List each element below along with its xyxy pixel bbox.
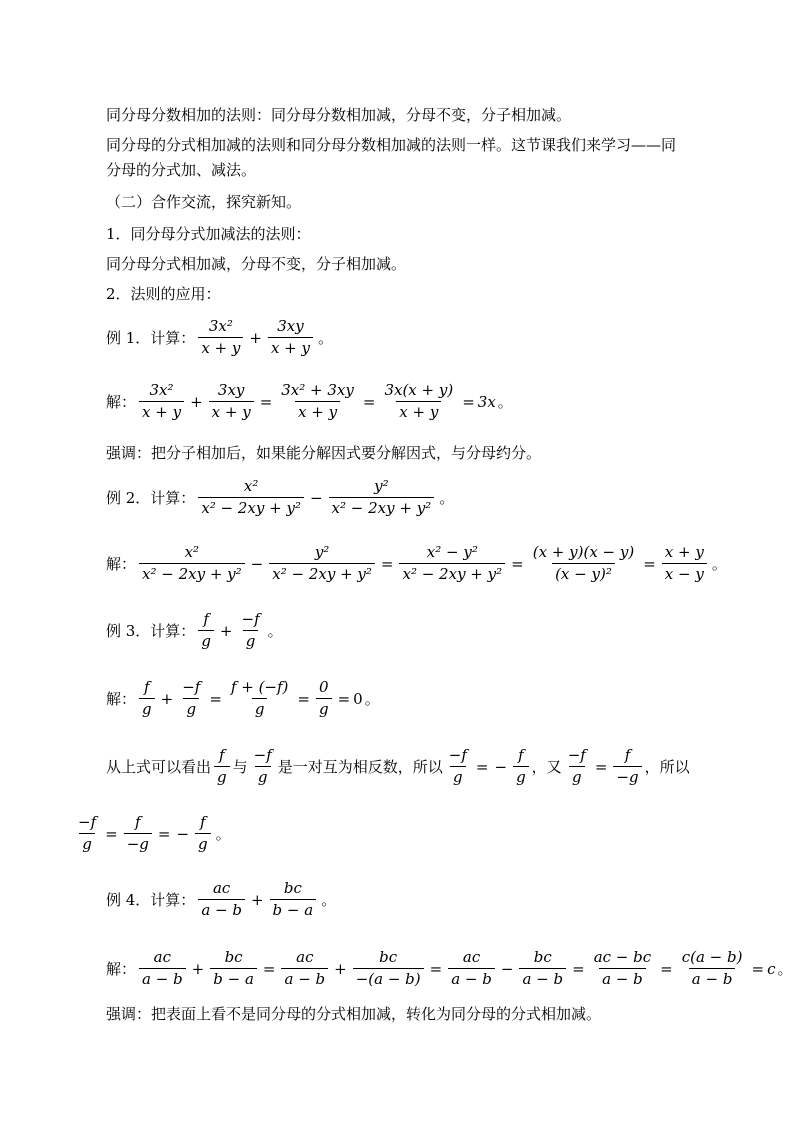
denominator: g <box>255 766 271 787</box>
solution-label: 解： <box>106 689 137 708</box>
result: c <box>767 959 776 978</box>
fraction <box>198 610 214 651</box>
numerator: f <box>219 746 225 764</box>
denominator: g <box>316 698 332 719</box>
example-1-label: 例 1．计算： <box>106 328 196 347</box>
denominator: g <box>139 698 155 719</box>
period: 。 <box>267 621 283 640</box>
numerator: 3x² <box>208 317 233 335</box>
paragraph-rule-fraction: 同分母分数相加的法则：同分母分数相加减，分母不变，分子相加减。 <box>106 106 572 124</box>
fraction <box>316 678 332 719</box>
rule-statement: 同分母分式相加减，分母不变，分子相加减。 <box>106 255 407 273</box>
period: 。 <box>317 328 333 347</box>
result: 0 <box>353 689 363 708</box>
fraction <box>448 948 495 989</box>
fraction <box>198 317 243 358</box>
numerator: −f <box>567 746 586 764</box>
numerator: c(a − b) <box>681 948 743 966</box>
fraction <box>565 746 589 787</box>
equals-sign: = <box>105 824 118 843</box>
minus-sign: − <box>500 959 514 978</box>
numerator: ac <box>462 948 481 966</box>
fraction <box>139 678 155 719</box>
denominator: b − a <box>270 899 317 920</box>
observation-text: 从上式可以看出 <box>106 757 212 776</box>
denominator: (x − y)² <box>552 563 615 584</box>
numerator: bc <box>533 948 552 966</box>
solution-label: 解： <box>106 554 137 573</box>
observation-text: ，所以 <box>644 757 690 776</box>
application-heading: 2．法则的应用： <box>106 285 221 303</box>
period: 。 <box>777 959 793 978</box>
denominator: g <box>252 698 268 719</box>
observation-text: ，又 <box>531 757 562 776</box>
equals-sign: = <box>462 392 475 411</box>
fraction <box>269 543 375 584</box>
denominator: g <box>183 698 199 719</box>
example-1-note: 强调：把分子相加后，如果能分解因式要分解因式，与分母约分。 <box>106 444 542 462</box>
equals-sign: = <box>380 554 394 573</box>
numerator: 3xy <box>217 381 245 399</box>
equals-sign: = <box>157 824 171 843</box>
denominator: g <box>214 766 230 787</box>
numerator: −f <box>253 746 272 764</box>
fraction <box>613 746 641 787</box>
numerator: (x + y)(x − y) <box>532 543 635 561</box>
fraction <box>209 381 254 422</box>
fraction <box>329 477 435 518</box>
denominator: x² − 2xy + y² <box>269 563 375 584</box>
example-4-solution <box>106 948 792 989</box>
numerator: ac <box>153 948 172 966</box>
minus-sign: − <box>309 488 323 507</box>
fraction <box>268 317 313 358</box>
numerator: y² <box>374 477 389 495</box>
numerator: f <box>200 813 206 831</box>
example-3-solution <box>106 678 380 719</box>
section-heading: （二）合作交流，探究新知。 <box>106 193 302 211</box>
denominator: x + y <box>268 337 313 358</box>
fraction <box>139 543 245 584</box>
plus-sign: + <box>250 890 264 909</box>
fraction <box>591 948 654 989</box>
numerator: x² <box>184 543 200 561</box>
period: 。 <box>711 554 727 573</box>
numerator: ac <box>212 879 231 897</box>
fraction <box>251 746 275 787</box>
period: 。 <box>497 392 513 411</box>
numerator: 3x² + 3xy <box>281 381 354 399</box>
observation-text: 是一对互为相反数，所以 <box>277 757 443 776</box>
denominator: g <box>79 833 95 854</box>
denominator: g <box>450 766 466 787</box>
equals-sign: = <box>475 757 489 776</box>
period: 。 <box>439 488 455 507</box>
equals-sign: = <box>660 959 673 978</box>
plus-sign: + <box>160 689 174 708</box>
period: 。 <box>215 824 231 843</box>
equals-sign: = <box>362 392 376 411</box>
denominator: x + y <box>139 401 184 422</box>
numerator: bc <box>283 879 302 897</box>
plus-sign: + <box>191 959 205 978</box>
denominator: −g <box>124 833 152 854</box>
denominator: x² − 2xy + y² <box>198 497 304 518</box>
numerator: −f <box>448 746 467 764</box>
equals-sign: = <box>209 689 222 708</box>
minus-sign: − <box>176 824 190 843</box>
fraction <box>353 948 424 989</box>
numerator: 3xy <box>277 317 304 335</box>
denominator: g <box>243 630 259 651</box>
fraction <box>270 879 317 920</box>
numerator: x + y <box>664 543 704 561</box>
fraction <box>530 543 637 584</box>
minus-sign: − <box>494 757 508 776</box>
numerator: x² <box>243 477 259 495</box>
numerator: f <box>144 678 150 696</box>
equals-sign: = <box>297 689 310 708</box>
numerator: ac − bc <box>593 948 652 966</box>
numerator: f <box>135 813 141 831</box>
numerator: f <box>518 746 524 764</box>
denominator: x² − 2xy + y² <box>329 497 435 518</box>
fraction <box>210 948 257 989</box>
numerator: 0 <box>319 678 329 696</box>
rule-heading: 1．同分母分式加减法的法则： <box>106 225 311 243</box>
equals-sign: = <box>643 554 656 573</box>
numerator: −f <box>78 813 97 831</box>
plus-sign: + <box>249 328 262 347</box>
numerator: 3x² <box>149 381 174 399</box>
numerator: −f <box>182 678 201 696</box>
equals-sign: = <box>594 757 608 776</box>
fraction <box>446 746 470 787</box>
numerator: x² − y² <box>426 543 478 561</box>
denominator: b − a <box>210 968 257 989</box>
example-4-note: 强调：把表面上看不是同分母的分式相加减，转化为同分母的分式相加减。 <box>106 1005 602 1023</box>
solution-label: 解： <box>106 959 137 978</box>
numerator: bc <box>379 948 398 966</box>
example-1-question <box>106 317 333 358</box>
example-3-label: 例 3．计算： <box>106 621 196 640</box>
solution-label: 解： <box>106 392 137 411</box>
fraction <box>239 610 263 651</box>
numerator: bc <box>224 948 243 966</box>
equals-sign: = <box>572 959 585 978</box>
example-2-question <box>106 477 454 518</box>
plus-sign: + <box>190 392 203 411</box>
denominator: g <box>569 766 585 787</box>
fraction <box>679 948 746 989</box>
fraction <box>139 948 186 989</box>
result: 3x <box>477 392 496 411</box>
fraction <box>228 678 291 719</box>
fraction <box>124 813 152 854</box>
observation-text: 与 <box>232 757 248 776</box>
example-3-question <box>106 610 283 651</box>
denominator: −g <box>613 766 641 787</box>
denominator: −(a − b) <box>353 968 424 989</box>
numerator: f <box>624 746 631 764</box>
equals-sign: = <box>751 959 765 978</box>
fraction <box>281 948 328 989</box>
denominator: a − b <box>519 968 566 989</box>
numerator: f <box>203 610 209 628</box>
numerator: f + (−f) <box>230 678 289 696</box>
denominator: x² − 2xy + y² <box>139 563 245 584</box>
denominator: a − b <box>448 968 495 989</box>
denominator: a − b <box>281 968 328 989</box>
equals-sign: = <box>511 554 524 573</box>
equals-sign: = <box>429 959 443 978</box>
denominator: x + y <box>396 401 441 422</box>
fraction <box>278 381 357 422</box>
numerator: 3x(x + y) <box>384 381 454 399</box>
denominator: x + y <box>209 401 254 422</box>
denominator: a − b <box>139 968 186 989</box>
fraction <box>381 381 456 422</box>
denominator: g <box>195 833 211 854</box>
fraction <box>179 678 203 719</box>
example-4-label: 例 4．计算： <box>106 890 196 909</box>
denominator: a − b <box>198 899 245 920</box>
numerator: −f <box>241 610 260 628</box>
fraction <box>139 381 184 422</box>
fraction <box>214 746 230 787</box>
example-3-observation <box>106 746 690 787</box>
denominator: x − y <box>662 563 707 584</box>
numerator: ac <box>296 948 314 966</box>
fraction <box>519 948 566 989</box>
equals-sign: = <box>259 392 273 411</box>
example-2-solution <box>106 543 727 584</box>
fraction <box>75 813 99 854</box>
denominator: a − b <box>599 968 646 989</box>
fraction <box>195 813 211 854</box>
example-1-solution <box>106 381 513 422</box>
minus-sign: − <box>250 554 264 573</box>
denominator: g <box>198 630 214 651</box>
equals-sign: = <box>262 959 276 978</box>
fraction <box>513 746 529 787</box>
period: 。 <box>321 890 337 909</box>
example-4-question <box>106 879 336 920</box>
denominator: a − b <box>689 968 736 989</box>
example-3-conclusion <box>72 813 231 854</box>
plus-sign: + <box>219 621 233 640</box>
denominator: g <box>513 766 529 787</box>
numerator: y² <box>314 543 330 561</box>
example-2-label: 例 2．计算： <box>106 488 196 507</box>
fraction <box>399 543 505 584</box>
fraction <box>198 879 245 920</box>
paragraph-rule-intro: 同分母的分式相加减的法则和同分母分数相加减的法则一样。这节课我们来学习——同 <box>106 136 677 154</box>
fraction <box>198 477 304 518</box>
denominator: x² − 2xy + y² <box>399 563 505 584</box>
denominator: x + y <box>198 337 243 358</box>
plus-sign: + <box>334 959 347 978</box>
period: 。 <box>364 689 380 708</box>
denominator: x + y <box>295 401 340 422</box>
paragraph-rule-intro-cont: 分母的分式加、减法。 <box>106 161 257 179</box>
equals-sign: = <box>337 689 351 708</box>
fraction <box>662 543 707 584</box>
